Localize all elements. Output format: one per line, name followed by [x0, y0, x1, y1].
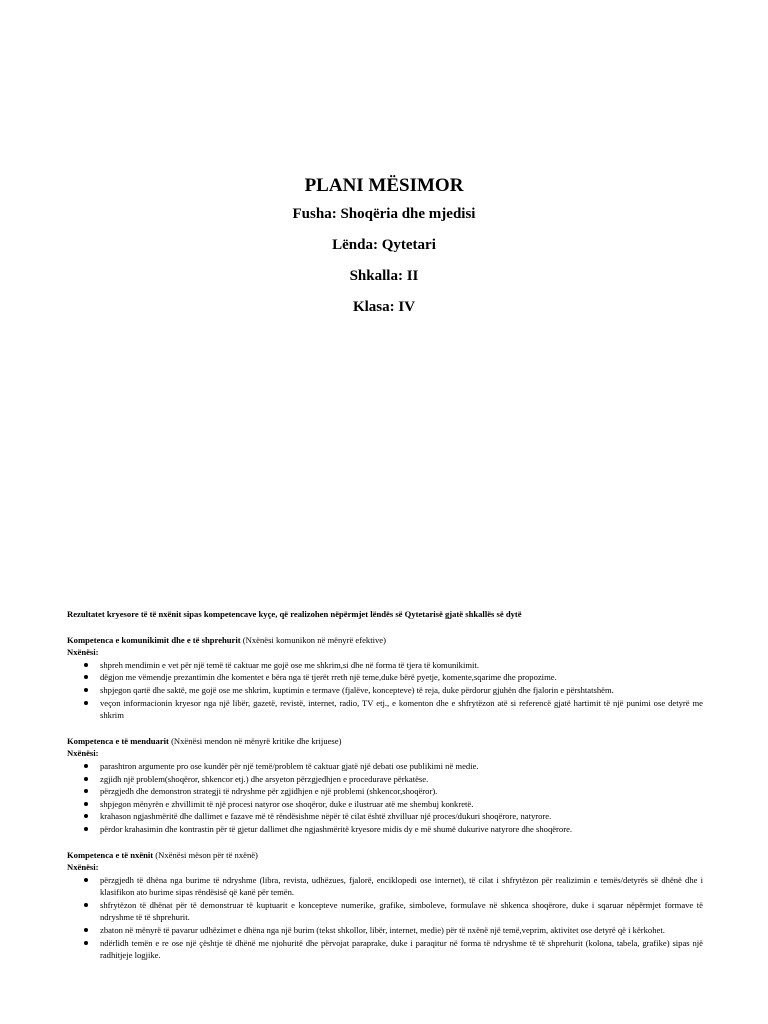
bullet-list: [67, 874, 703, 962]
list-item: dëgjon me vëmendje prezantimin dhe komentet e bëra nga të tjerët rreth një teme,duke bërë pyetje, komente,sqarime dhe propozime.: [100, 671, 703, 684]
field-line: Fusha: Shoqëria dhe mjedisi: [292, 206, 476, 222]
list-item: shfrytëzon të dhënat për të demonstruar të kuptuarit e koncepteve numerike, grafike, simboleve, formulave në shkenca shoqërore, duke i sqaruar nëpërmjet formave të ndryshme të të shprehurit.: [100, 899, 703, 923]
list-item: krahason ngjashmëritë dhe dallimet e fazave më të rëndësishme nëpër të cilat është zhvilluar një proces/dukuri shoqërore, natyrore.: [100, 810, 703, 823]
list-item: zgjidh një problem(shoqëror, shkencor etj.) dhe arsyeton përzgjedhjen e procedurave përkatëse.: [100, 773, 703, 786]
section-title: Kompetenca e të nxënit: [67, 849, 154, 860]
list-item: shpjegon mënyrën e zhvillimit të një procesi natyror ose shoqëror, duke e ilustruar atë me shembuj konkretë.: [100, 798, 703, 811]
section-note: (Nxënësi mendon në mënyrë kritike dhe krijuese): [168, 735, 342, 746]
section-subtitle: Nxënësi:: [67, 647, 99, 658]
intro-heading: Rezultatet kryesore të të nxënit sipas kompetencave kyçe, që realizohen nëpërmjet lëndës së Qytetarisë gjatë shkallës së dytë: [67, 609, 522, 619]
list-item: veçon informacionin kryesor nga një libër, gazetë, revistë, internet, radio, TV etj., e komenton dhe e shfrytëzon atë si referencë gjatë hartimit të një punimi ose detyrë me shkrim: [100, 697, 703, 721]
list-item: zbaton në mënyrë të pavarur udhëzimet e dhëna nga një burim (tekst shkollor, libër, internet, medie) për të nxënë një temë,veprim, aktivitet ose detyrë që i kërkohet.: [100, 924, 703, 937]
list-item: ndërlidh temën e re ose një çështje të dhënë me njohuritë dhe përvojat paraprake, duke i paraqitur në forma të ndryshme të të shprehurit (kolona, tabela, grafike) sipas një radhitjeje logjike.: [100, 937, 703, 961]
list-item: shpreh mendimin e vet për një temë të caktuar me gojë ose me shkrim,si dhe në forma të tjera të komunikimit.: [100, 659, 703, 672]
title-block: [0, 172, 768, 328]
section-subtitle: Nxënësi:: [67, 748, 99, 759]
section-thinking: [67, 735, 703, 836]
list-item: shpjegon qartë dhe saktë, me gojë ose me shkrim, kuptimin e termave (fjalëve, koncepteve) të reja, duke përdorur gjuhën dhe fjalorin e përshtatshëm.: [100, 684, 703, 697]
section-title: Kompetenca e të menduarit: [67, 735, 169, 746]
document-title: PLANI MËSIMOR: [304, 175, 464, 196]
grade-line: Klasa: IV: [352, 299, 416, 315]
section-heading: [67, 735, 703, 748]
section-title: Kompetenca e komunikimit dhe e të shprehurit: [67, 634, 241, 645]
section-note: (Nxënësi mëson për të nxënë): [153, 849, 258, 860]
section-note: (Nxënësi komunikon në mënyrë efektive): [240, 634, 386, 645]
list-item: përzgjedh dhe demonstron strategji të ndryshme për zgjidhjen e një problemi (shkencor,shoqëror).: [100, 785, 703, 798]
document-body: [67, 608, 703, 975]
bullet-list: [67, 659, 703, 722]
subject-line: Lënda: Qytetari: [332, 237, 436, 253]
bullet-list: [67, 760, 703, 836]
list-item: përdor krahasimin dhe kontrastin për të gjetur dallimet dhe ngjashmëritë kryesore midis dy e më shumë dukurive natyrore dhe shoqërore.: [100, 823, 703, 836]
section-heading: [67, 634, 703, 647]
list-item: parashtron argumente pro ose kundër për një temë/problem të caktuar gjatë një debati ose publikimi në medie.: [100, 760, 703, 773]
section-communication: [67, 634, 703, 722]
section-learning: [67, 849, 703, 962]
section-subtitle: Nxënësi:: [67, 862, 99, 873]
level-line: Shkalla: II: [349, 268, 419, 284]
list-item: përzgjedh të dhëna nga burime të ndryshme (libra, revista, udhëzues, fjalorë, enciklopedi ose internet), të cilat i shfrytëzon për realizimin e temës/detyrës së dhënë dhe i klasifikon ato burime sipas rëndësisë që kanë për temën.: [100, 874, 703, 898]
section-heading: [67, 849, 703, 862]
